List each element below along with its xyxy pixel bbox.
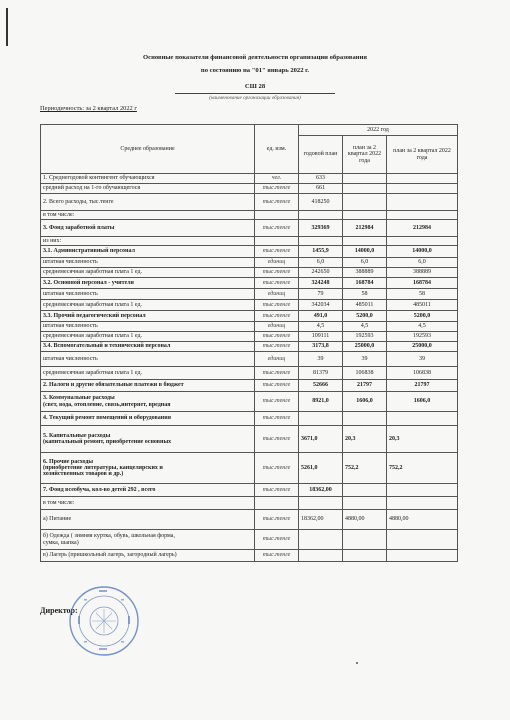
row-label: среднемесячная заработная плата 1 ед.: [41, 300, 255, 311]
header-plan-q2: план за 2 квартал 2022 года: [343, 136, 387, 174]
row-annual-plan: 1455,9: [299, 246, 343, 258]
table-row: [41, 258, 458, 268]
row-annual-plan: [299, 497, 343, 510]
row-plan-q2: 5200,0: [343, 311, 387, 322]
row-unit: тыс.тенге: [255, 453, 299, 484]
row-unit: [255, 237, 299, 246]
row-annual-plan: 81379: [299, 367, 343, 380]
row-annual-plan: 3671,0: [299, 426, 343, 453]
row-plan-q2: [343, 550, 387, 562]
row-annual-plan: [299, 550, 343, 562]
row-annual-plan: 242650: [299, 268, 343, 278]
row-plan-q2-b: 39: [387, 352, 458, 367]
row-plan-q2: 4,5: [343, 322, 387, 332]
financial-table: [40, 124, 458, 562]
row-plan-q2-b: [387, 174, 458, 184]
row-plan-q2: 192593: [343, 332, 387, 342]
row-label: из них:: [41, 237, 255, 246]
row-plan-q2-b: [387, 184, 458, 194]
row-label: средний расход на 1-го обучающегося: [41, 184, 255, 194]
row-annual-plan: 8921,0: [299, 392, 343, 412]
row-label: 2. Налоги и другие обязательные платежи в бюджет: [41, 380, 255, 392]
row-unit: тыс.тенге: [255, 194, 299, 211]
row-plan-q2: 58: [343, 289, 387, 300]
organization-name: СШ 28: [244, 83, 266, 90]
row-annual-plan: 3173,8: [299, 342, 343, 352]
row-annual-plan: [299, 211, 343, 220]
row-plan-q2: 106838: [343, 367, 387, 380]
row-label: в том числе:: [41, 211, 255, 220]
row-unit: тыс.тенге: [255, 311, 299, 322]
row-label: в) Лагерь (пришкольный лагерь, загородный лагерь): [41, 550, 255, 562]
row-unit: тыс.тенге: [255, 530, 299, 550]
row-label: б) Одежда ( зимняя куртка, обувь, школьная форма, сумка, шапка): [41, 530, 255, 550]
row-plan-q2-b: 58: [387, 289, 458, 300]
row-label: штатная численность: [41, 289, 255, 300]
table-row: [41, 184, 458, 194]
row-plan-q2-b: 212984: [387, 220, 458, 237]
table-row: [41, 268, 458, 278]
table-row: [41, 550, 458, 562]
row-label: штатная численность: [41, 322, 255, 332]
row-annual-plan: 342034: [299, 300, 343, 311]
row-annual-plan: 661: [299, 184, 343, 194]
row-unit: [255, 211, 299, 220]
row-label: 3.4. Вспомогательный и технический персонал: [41, 342, 255, 352]
document-title: Основные показатели финансовой деятельности организации образования: [143, 54, 367, 61]
row-plan-q2: 21797: [343, 380, 387, 392]
row-unit: единиц: [255, 322, 299, 332]
row-annual-plan: [299, 237, 343, 246]
row-plan-q2: 168784: [343, 278, 387, 289]
row-plan-q2-b: 25000,0: [387, 342, 458, 352]
row-label: среднемесячная заработная плата 1 ед.: [41, 268, 255, 278]
row-annual-plan: 18362,00: [299, 510, 343, 530]
table-row: [41, 322, 458, 332]
row-plan-q2: 25000,0: [343, 342, 387, 352]
organization-underline: [175, 93, 335, 94]
row-unit: единиц: [255, 289, 299, 300]
row-plan-q2-b: 21797: [387, 380, 458, 392]
row-unit: тыс.тенге: [255, 278, 299, 289]
row-plan-q2-b: 6,0: [387, 258, 458, 268]
row-unit: тыс.тенге: [255, 484, 299, 497]
table-row: [41, 367, 458, 380]
margin-mark: [6, 8, 8, 46]
row-label: 2. Всего расходы, тыс.тенге: [41, 194, 255, 211]
header-year: 2022 год: [299, 125, 458, 136]
row-plan-q2: 20,3: [343, 426, 387, 453]
row-label: 5. Капитальные расходы (капитальный ремонт, приобретение основных: [41, 426, 255, 453]
table-row: [41, 342, 458, 352]
header-unit: ед. изм.: [255, 125, 299, 174]
table-row: [41, 412, 458, 426]
row-plan-q2-b: [387, 211, 458, 220]
row-annual-plan: 18362,00: [299, 484, 343, 497]
row-label: 3.1. Административный персонал: [41, 246, 255, 258]
table-row: [41, 426, 458, 453]
row-plan-q2: [343, 484, 387, 497]
row-plan-q2: 14000,0: [343, 246, 387, 258]
row-plan-q2-b: 485011: [387, 300, 458, 311]
row-plan-q2-b: 106838: [387, 367, 458, 380]
table-row: [41, 211, 458, 220]
row-annual-plan: 4,5: [299, 322, 343, 332]
row-plan-q2: 388889: [343, 268, 387, 278]
row-label: 3. Фонд заработной платы: [41, 220, 255, 237]
row-plan-q2: 4880,00: [343, 510, 387, 530]
row-unit: тыс.тенге: [255, 550, 299, 562]
table-row: [41, 332, 458, 342]
row-plan-q2-b: 4,5: [387, 322, 458, 332]
row-plan-q2-b: 192593: [387, 332, 458, 342]
row-annual-plan: 109111: [299, 332, 343, 342]
row-unit: тыс.тенге: [255, 412, 299, 426]
row-unit: тыс.тенге: [255, 380, 299, 392]
row-unit: тыс.тенге: [255, 300, 299, 311]
row-plan-q2-b: 1606,0: [387, 392, 458, 412]
date-line: по состоянию на "01" январь 2022 г.: [200, 67, 310, 74]
table-row: [41, 311, 458, 322]
row-label: 3.2. Основной персонал - учителя: [41, 278, 255, 289]
row-plan-q2: [343, 237, 387, 246]
row-annual-plan: [299, 412, 343, 426]
row-unit: тыс.тенге: [255, 392, 299, 412]
row-plan-q2-b: [387, 484, 458, 497]
table-row: [41, 300, 458, 311]
row-plan-q2-b: [387, 194, 458, 211]
row-label: среднемесячная заработная плата 1 ед.: [41, 332, 255, 342]
row-label: штатная численность: [41, 258, 255, 268]
row-unit: единиц: [255, 258, 299, 268]
organization-caption: (наименование организации образования): [209, 95, 301, 101]
table-row: [41, 237, 458, 246]
row-unit: тыс.тенге: [255, 367, 299, 380]
row-plan-q2: 752,2: [343, 453, 387, 484]
row-plan-q2: 39: [343, 352, 387, 367]
row-annual-plan: 5261,0: [299, 453, 343, 484]
row-label: в том числе:: [41, 497, 255, 510]
row-plan-q2: 1606,0: [343, 392, 387, 412]
row-plan-q2-b: 5200,0: [387, 311, 458, 322]
table-row: [41, 220, 458, 237]
row-plan-q2-b: [387, 237, 458, 246]
row-annual-plan: 52666: [299, 380, 343, 392]
table-row: [41, 530, 458, 550]
row-plan-q2: [343, 497, 387, 510]
table-row: [41, 484, 458, 497]
row-unit: тыс.тенге: [255, 184, 299, 194]
row-unit: тыс.тенге: [255, 342, 299, 352]
table-row: [41, 174, 458, 184]
row-plan-q2: [343, 184, 387, 194]
row-plan-q2: 485011: [343, 300, 387, 311]
row-label: 3. Коммунальные расходы (свет, вода, отопление, связь,интернет, вредная: [41, 392, 255, 412]
table-row: [41, 289, 458, 300]
table-row: [41, 453, 458, 484]
table-row: [41, 497, 458, 510]
row-label: 4. Текущий ремонт помещений и оборудования: [41, 412, 255, 426]
row-plan-q2: [343, 412, 387, 426]
row-plan-q2-b: [387, 412, 458, 426]
period-line: Периодичность: за 2 квартал 2022 г: [40, 105, 137, 112]
row-plan-q2-b: 752,2: [387, 453, 458, 484]
table-row: [41, 392, 458, 412]
row-plan-q2-b: [387, 497, 458, 510]
row-label: 3.3. Прочий педагогический персонал: [41, 311, 255, 322]
table-row: [41, 246, 458, 258]
table-row: [41, 352, 458, 367]
row-plan-q2-b: 4880,00: [387, 510, 458, 530]
row-unit: тыс.тенге: [255, 220, 299, 237]
row-annual-plan: 418250: [299, 194, 343, 211]
row-plan-q2: [343, 194, 387, 211]
row-label: а) Питание: [41, 510, 255, 530]
row-label: 1. Среднегодовой контингент обучающихся: [41, 174, 255, 184]
row-unit: чел.: [255, 174, 299, 184]
row-plan-q2-b: 20,3: [387, 426, 458, 453]
table-header-row-1: [41, 125, 458, 136]
row-plan-q2-b: [387, 550, 458, 562]
table-row: [41, 380, 458, 392]
row-label: 7. Фонд всеобуча, кол-во детей 292 , всего: [41, 484, 255, 497]
header-annual-plan: годовой план: [299, 136, 343, 174]
row-label: штатная численность: [41, 352, 255, 367]
row-unit: тыс.тенге: [255, 268, 299, 278]
row-plan-q2-b: 388889: [387, 268, 458, 278]
row-plan-q2: 212984: [343, 220, 387, 237]
row-annual-plan: 329369: [299, 220, 343, 237]
row-plan-q2: [343, 211, 387, 220]
header-plan-q2-b: план за 2 квартал 2022 года: [387, 136, 458, 174]
row-plan-q2: 6,0: [343, 258, 387, 268]
row-annual-plan: 39: [299, 352, 343, 367]
organization-stamp: [68, 585, 140, 657]
table-row: [41, 510, 458, 530]
row-unit: тыс.тенге: [255, 246, 299, 258]
row-unit: тыс.тенге: [255, 426, 299, 453]
table-row: [41, 278, 458, 289]
row-annual-plan: 324248: [299, 278, 343, 289]
table-row: [41, 194, 458, 211]
header-education: Среднее образование: [41, 125, 255, 174]
row-label: среднемесячная заработная плата 1 ед.: [41, 367, 255, 380]
row-plan-q2-b: 168784: [387, 278, 458, 289]
row-annual-plan: 491,0: [299, 311, 343, 322]
row-unit: [255, 497, 299, 510]
director-label: Директор:: [40, 606, 78, 615]
row-plan-q2: [343, 174, 387, 184]
row-label: 6. Прочие расходы (приобретение литературы, канцелярских и хозяйственных товаров и др.): [41, 453, 255, 484]
row-plan-q2-b: [387, 530, 458, 550]
row-unit: единиц: [255, 352, 299, 367]
row-annual-plan: 633: [299, 174, 343, 184]
row-plan-q2: [343, 530, 387, 550]
row-plan-q2-b: 14000,0: [387, 246, 458, 258]
row-unit: тыс.тенге: [255, 510, 299, 530]
row-annual-plan: 79: [299, 289, 343, 300]
row-annual-plan: [299, 530, 343, 550]
row-unit: тыс.тенге: [255, 332, 299, 342]
row-annual-plan: 6,0: [299, 258, 343, 268]
stray-mark: [356, 662, 358, 664]
